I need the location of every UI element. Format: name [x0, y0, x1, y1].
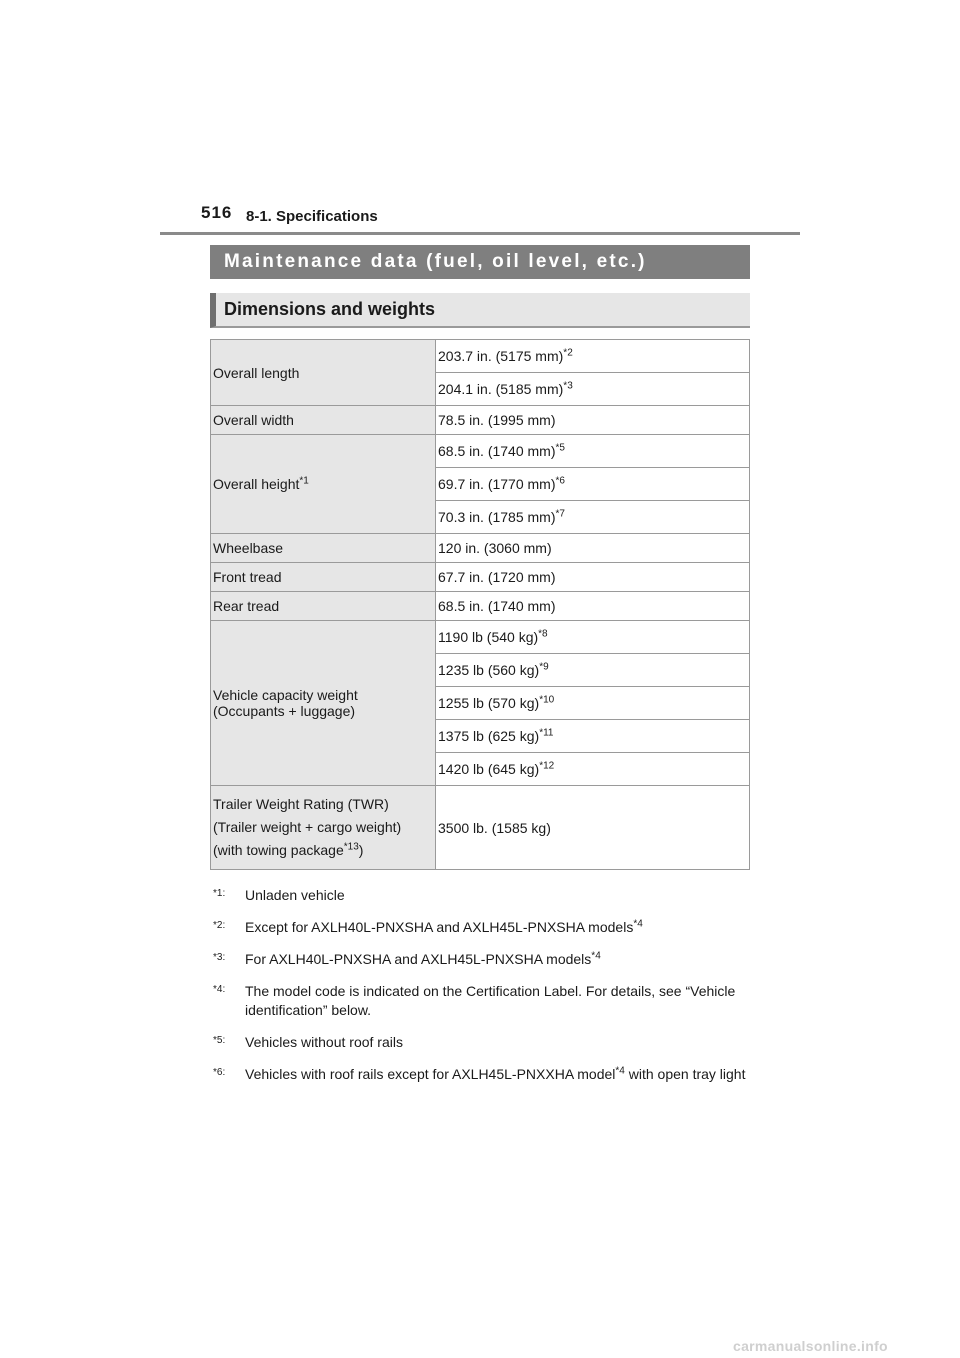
footnote-mark: *4:	[213, 984, 226, 995]
overall-height-label: Overall height	[213, 476, 300, 492]
value-text: 70.3 in. (1785 mm)	[438, 509, 556, 525]
vehicle-capacity-label-line2: (Occupants + luggage)	[213, 703, 356, 719]
value-text: 69.7 in. (1770 mm)	[438, 476, 556, 492]
twr-label-text: (with towing package	[213, 842, 344, 858]
table-label-cell	[211, 340, 436, 406]
overall-length-label: Overall length	[213, 364, 300, 381]
table-row	[211, 534, 750, 563]
footnote-body: For AXLH40L-PNXSHA and AXLH45L-PNXSHA models	[245, 951, 592, 967]
footnote-text	[245, 950, 753, 969]
footnote-ref: *7	[555, 508, 565, 520]
table-value-cell	[436, 340, 750, 373]
table-label-cell	[211, 435, 436, 534]
front-tread-label: Front tread	[211, 563, 436, 592]
table-row	[211, 621, 750, 654]
footnote-body: Except for AXLH40L-PNXSHA and AXLH45L-PNXSHA models	[245, 919, 634, 935]
footnote-ref: *4	[615, 1065, 625, 1077]
footnote-ref: *4	[633, 918, 643, 930]
footnote-text: Unladen vehicle	[245, 887, 345, 903]
subsection-title: Dimensions and weights	[210, 293, 750, 328]
page-number: 516	[201, 203, 233, 222]
watermark: carmanualsonline.info	[733, 1338, 888, 1354]
value-text: 1190 lb (540 kg)	[438, 629, 539, 645]
footnote-item	[213, 1065, 753, 1084]
footnote-text	[245, 918, 753, 937]
table-value-cell	[436, 435, 750, 468]
footnote-ref: *10	[539, 694, 555, 706]
footnote-ref: *6	[555, 475, 565, 487]
front-tread-value: 67.7 in. (1720 mm)	[436, 563, 750, 592]
footnote-body: with open tray light	[624, 1066, 746, 1082]
footnote-ref: *1	[299, 475, 309, 487]
footnote-mark: *3:	[213, 952, 226, 963]
footnote-ref: *12	[539, 760, 555, 772]
overall-width-value: 78.5 in. (1995 mm)	[436, 406, 750, 435]
footnote-mark: *1:	[213, 888, 226, 899]
value-text: 1235 lb (560 kg)	[438, 662, 540, 678]
footnote-text: The model code is indicated on the Certification Label. For details, see “Vehicle identification” below.	[245, 983, 736, 1018]
table-value-cell	[436, 373, 750, 406]
rear-tread-label: Rear tread	[211, 592, 436, 621]
footnote-body: Vehicles with roof rails except for AXLH45L-PNXXHA model	[245, 1066, 616, 1082]
table-row	[211, 406, 750, 435]
footnote-ref: *9	[539, 661, 549, 673]
footnote-ref: *2	[563, 347, 573, 359]
table-value-cell	[436, 753, 750, 786]
footnote-ref: *8	[538, 628, 548, 640]
footnotes	[213, 886, 753, 1097]
table-row	[211, 340, 750, 373]
value-text: 68.5 in. (1740 mm)	[438, 443, 556, 459]
header-divider	[160, 232, 800, 235]
footnote-ref: *13	[343, 841, 359, 853]
table-label-cell	[211, 621, 436, 786]
footnote-item	[213, 1033, 753, 1052]
table-row	[211, 563, 750, 592]
value-text: 1375 lb (625 kg)	[438, 728, 540, 744]
value-text: 1255 lb (570 kg)	[438, 695, 540, 711]
twr-value: 3500 lb. (1585 kg)	[436, 786, 750, 870]
section-title: Maintenance data (fuel, oil level, etc.)	[210, 245, 750, 279]
wheelbase-value: 120 in. (3060 mm)	[436, 534, 750, 563]
footnote-ref: *5	[555, 442, 565, 454]
twr-label-line1: Trailer Weight Rating (TWR)	[213, 796, 389, 812]
table-value-cell	[436, 654, 750, 687]
rear-tread-value: 68.5 in. (1740 mm)	[436, 592, 750, 621]
footnote-item	[213, 950, 753, 969]
footnote-mark: *2:	[213, 920, 226, 931]
footnote-text	[245, 1065, 753, 1084]
table-value-cell	[436, 720, 750, 753]
twr-label-line3	[213, 839, 435, 862]
dimensions-table	[210, 339, 750, 870]
footnote-ref: *11	[539, 727, 554, 739]
value-text: 204.1 in. (5185 mm)	[438, 381, 564, 397]
footnote-text: Vehicles without roof rails	[245, 1034, 403, 1050]
value-text: 1420 lb (645 kg)	[438, 761, 540, 777]
table-value-cell	[436, 501, 750, 534]
twr-label-line2: (Trailer weight + cargo weight)	[213, 819, 402, 835]
section-label: 8-1. Specifications	[246, 208, 378, 225]
table-value-cell	[436, 468, 750, 501]
table-row	[211, 592, 750, 621]
twr-label-text: )	[358, 842, 364, 858]
footnote-item	[213, 982, 753, 1020]
footnote-item	[213, 918, 753, 937]
vehicle-capacity-label-line1: Vehicle capacity weight	[213, 687, 358, 703]
wheelbase-label: Wheelbase	[211, 534, 436, 563]
table-label-cell	[211, 786, 436, 870]
table-value-cell	[436, 621, 750, 654]
table-row	[211, 435, 750, 468]
table-row	[211, 786, 750, 870]
value-text: 203.7 in. (5175 mm)	[438, 348, 564, 364]
footnote-item	[213, 886, 753, 905]
overall-width-label: Overall width	[211, 406, 436, 435]
footnote-mark: *6:	[213, 1067, 226, 1078]
table-value-cell	[436, 687, 750, 720]
footnote-ref: *3	[563, 380, 573, 392]
footnote-ref: *4	[591, 950, 601, 962]
footnote-mark: *5:	[213, 1035, 226, 1046]
